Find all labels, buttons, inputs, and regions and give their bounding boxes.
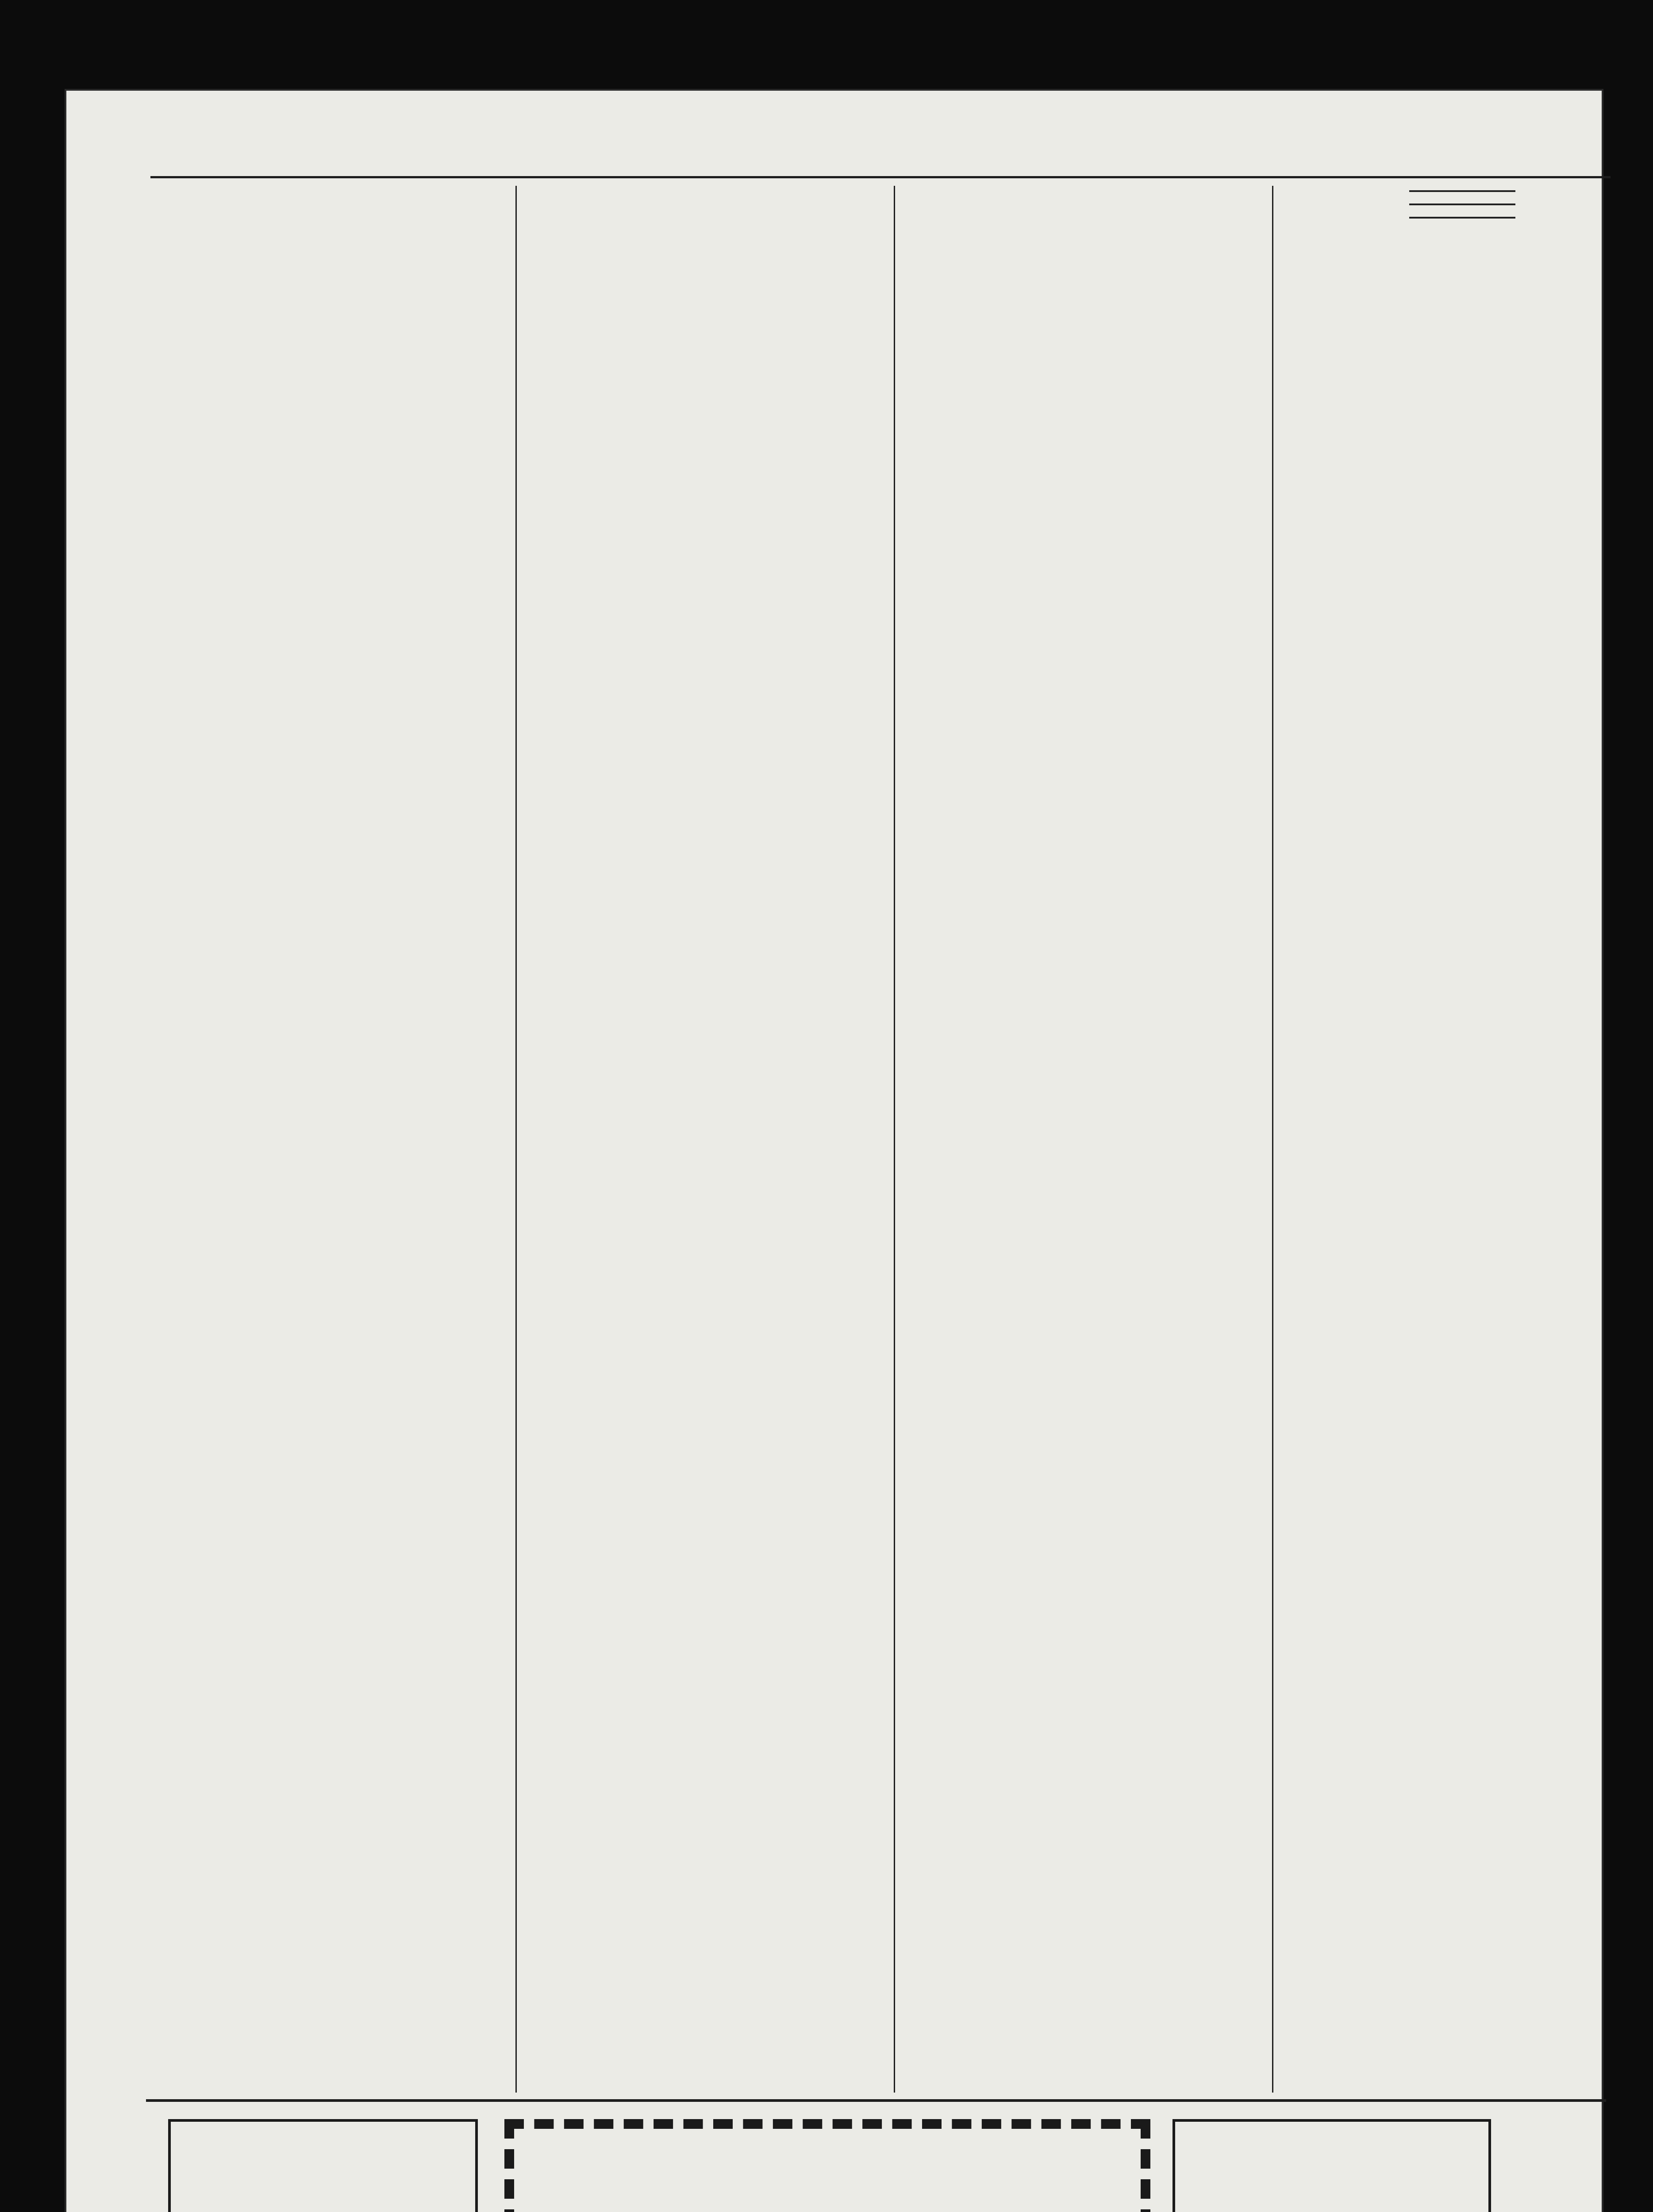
divider bbox=[1409, 204, 1515, 205]
running-header bbox=[84, 133, 1571, 173]
header-rule bbox=[150, 176, 1611, 178]
ad-pellews-boulder bbox=[1172, 2119, 1491, 2212]
column-rule bbox=[894, 186, 895, 2093]
column-rule bbox=[515, 186, 517, 2093]
column-1 bbox=[146, 181, 509, 2093]
ad-bowra-odea bbox=[504, 2119, 1150, 2212]
column-4 bbox=[1281, 181, 1644, 2093]
ads-rule bbox=[146, 2099, 1606, 2102]
divider bbox=[1409, 190, 1515, 192]
column-2 bbox=[524, 239, 887, 2150]
ad-artists-material bbox=[168, 2119, 478, 2212]
column-3 bbox=[903, 181, 1265, 2093]
divider bbox=[1409, 217, 1515, 219]
column-rule bbox=[1272, 186, 1273, 2093]
